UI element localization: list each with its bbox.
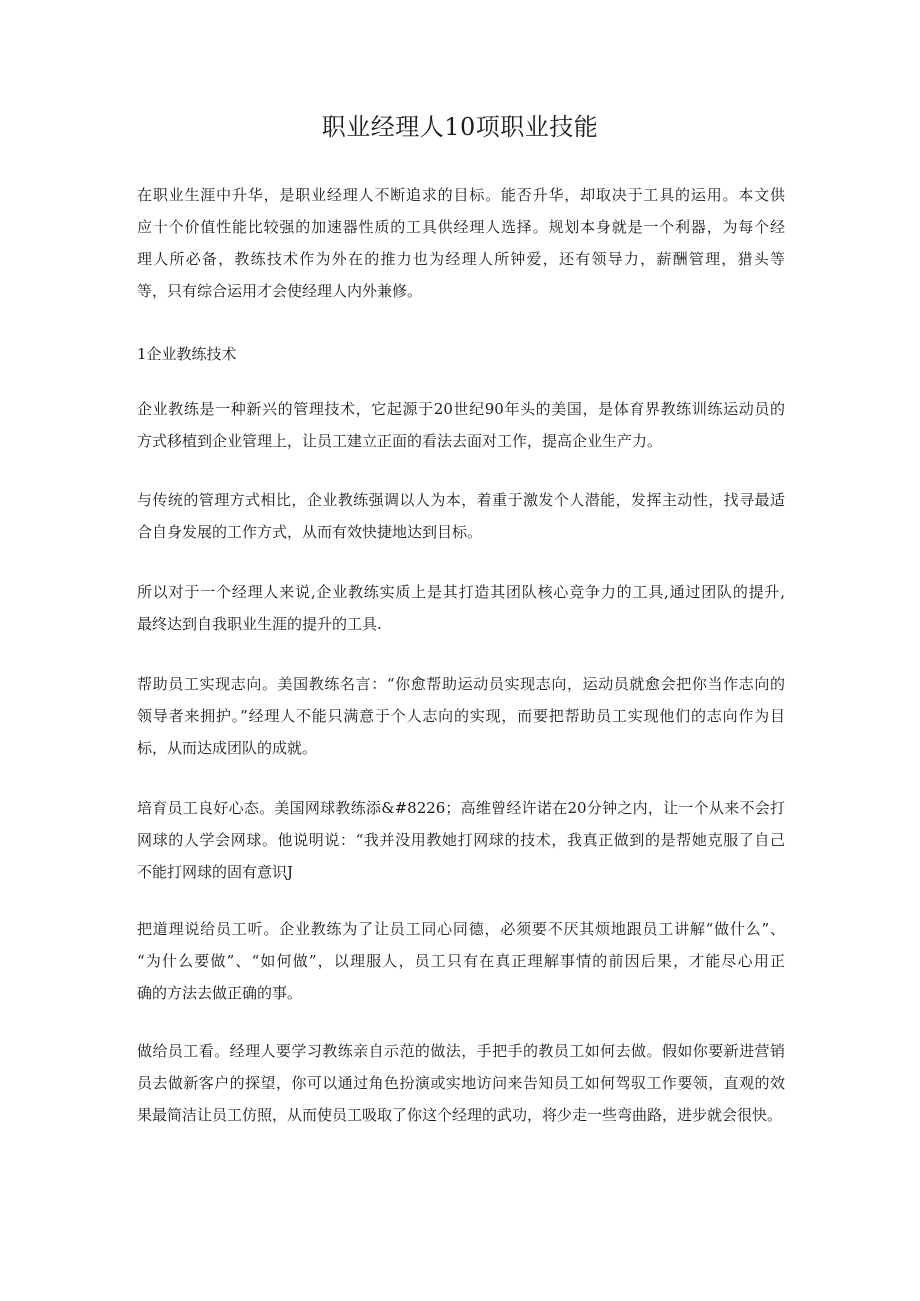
paragraph-2 [137,484,785,548]
paragraph-4 [137,668,785,764]
paragraph-line: 员去做新客户的探望，你可以通过角色扮演或实地访问来告知员工如何驾驭工作要领，直观的效 [137,1074,785,1092]
paragraph-line: 做给员工看。经理人要学习教练亲自示范的做法，手把手的教员工如何去做。假如你要新进营销 [137,1042,785,1060]
paragraph-line: “为什么要做”、“如何做”，以理服人，员工只有在真正理解事情的前因后果，才能尽心用正 [137,952,785,970]
paragraph-line: 领导者来拥护。”经理人不能只满意于个人志向的实现，而要把帮助员工实现他们的志向作为目 [137,707,785,725]
paragraph-line: 与传统的管理方式相比，企业教练强调以人为本，着重于激发个人潜能，发挥主动性，找寻最适 [137,491,785,509]
paragraph-line: 合自身发展的工作方式，从而有效快捷地达到目标。 [137,523,483,541]
paragraph-line: 方式移植到企业管理上，让员工建立正面的看法去面对工作，提高企业生产力。 [137,432,663,450]
paragraph-3 [137,576,785,640]
paragraph-line: 确的方法去做正确的事。 [137,984,303,1002]
paragraph-line: 把道理说给员工听。企业教练为了让员工同心同德，必须要不厌其烦地跟员工讲解“做什么”、 [137,920,785,938]
paragraph-line: 理人所必备，教练技术作为外在的推力也为经理人所钟爱，还有领导力，薪酬管理，猎头等 [137,250,785,268]
paragraph-line: 在职业生涯中升华，是职业经理人不断追求的目标。能否升华，却取决于工具的运用。本文供 [137,186,785,204]
paragraph-1 [137,393,785,457]
paragraph-line: 企业教练是一种新兴的管理技术，它起源于20世纪90年头的美国，是体育界教练训练运动员的 [137,400,785,418]
paragraph-7 [137,1035,785,1131]
paragraph-line: 应十个价值性能比较强的加速器性质的工具供经理人选择。规划本身就是一个利器，为每个经 [137,218,785,236]
document-title: 职业经理人10项职业技能 [321,113,599,141]
paragraph-6 [137,913,785,1009]
paragraph-5 [137,792,785,888]
paragraph-line: 所以对于一个经理人来说,企业教练实质上是其打造其团队核心竞争力的工具,通过团队的提升, [137,583,785,601]
paragraph-line: 标，从而达成团队的成就。 [137,739,318,757]
paragraph-line: 网球的人学会网球。他说明说：“我并没用教她打网球的技术，我真正做到的是帮她克服了自己 [137,831,785,849]
paragraph-line: 帮助员工实现志向。美国教练名言：“你愈帮助运动员实现志向，运动员就愈会把你当作志向的 [137,675,785,693]
paragraph-line: 果最简洁让员工仿照，从而使员工吸取了你这个经理的武功，将少走一些弯曲路，进步就会很快。 [137,1106,783,1124]
paragraph-line: 培育员工良好心态。美国网球教练添&#8226；高维曾经许诺在20分钟之内，让一个从来不会打 [137,799,785,817]
paragraph-line: 等，只有综合运用才会使经理人内外兼修。 [137,282,423,300]
section-heading: 1企业教练技术 [137,345,237,363]
paragraph-line: 最终达到自我职业生涯的提升的工具. [137,615,382,633]
intro-paragraph [137,179,785,307]
paragraph-line: 不能打网球的固有意识J [137,863,294,881]
